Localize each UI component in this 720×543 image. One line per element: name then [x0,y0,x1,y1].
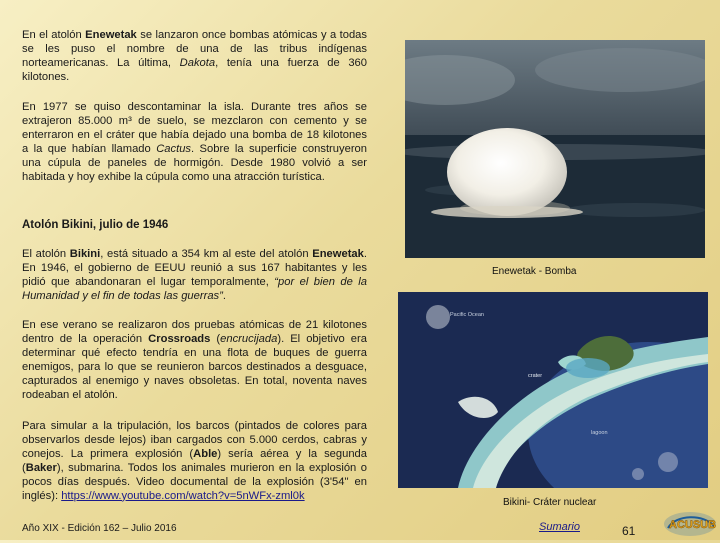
paragraph-bikini [22,248,367,304]
text: En el atolón [22,29,86,41]
text: se lanzaron once bombas atómicas y a todas se les puso el nombre de una de las tribus indígenas norteamericanas. La última, [22,29,367,69]
text: ) sería aérea y la segunda ( [22,447,367,474]
paragraph-crossroads [22,319,367,402]
text: ( [210,332,221,345]
section-heading: Atolón Bikini, julio de 1946 [22,219,169,231]
acusub-logo-icon [662,508,718,538]
text: En ese verano se realizaron dos pruebas atómicas de 21 kilotones dentro de la operación [22,319,367,345]
text-italic: Cactus [156,142,192,155]
text-bold: Able [193,447,218,460]
text: . En 1946, el gobierno de EEUU reunió a sus 167 habitantes y les pidió que abandonaran el lugar temporalmente, [22,248,367,288]
text: En 1977 se quiso descontaminar la isla. Durante tres años se extrajeron 85.000 m³ de suelo, se mezclaron con cemento y se enterraron en el cráter que había dejado una bomba de 18 kilotones a la que habían llamado [22,101,367,155]
map-label-ocean: Pacific Ocean [450,312,484,318]
bomb-image [405,40,705,258]
text: , tenía una fuerza de 360 kilotones. [22,56,368,83]
acusub-logo [662,508,718,538]
text: Para simular a la tripulación, los barcos (pintados de colores para observarlos desde lejos) iban cargados con 5.000 cerdos, cabras y conejos. La primera explosión ( [22,420,367,460]
text-italic: encrucijada [220,332,278,345]
caption-photo2: Bikini- Cráter nuclear [503,497,597,508]
page-number: 61 [622,524,636,538]
text-bold: Bikini [69,248,101,260]
text: , está situado a 354 km al este del atolón [100,248,313,260]
paragraph-enewetak [22,29,367,85]
text-italic: Dakota [179,56,216,69]
caption-photo1: Enewetak - Bomba [492,266,577,277]
logo-text: ACUSUB [669,519,717,531]
sumario-link[interactable]: Sumario [539,521,580,533]
video-link[interactable]: https://www.youtube.com/watch?v=5nWFx-zml0k [61,489,305,502]
text-italic: “por el bien de la Humanidad y el fin de todas las guerras” [22,275,367,302]
map-label-crater: crater [528,373,543,379]
text: . [222,289,226,302]
map-label-lagoon: lagoon [591,430,608,436]
text: . Sobre la superficie construyeron una cúpula de paneles de hormigón. Desde 1980 volvió a ser habitada y hoy exhibe la cúpula como una atracción turística. [22,142,367,183]
photo-bikini-crater [398,292,708,488]
text: ). El objetivo era determinar qué efecto tendría en una flota de buques de guerra enemigos, para lo que se reunieron barcos destinados a desguace, capturados al enemigo y naves obsoletas. En total, noventa naves rodeaban el atolón. [22,332,367,401]
text: El atolón [22,248,70,260]
paragraph-decontamination [22,101,367,184]
photo-enewetak-bomb [405,40,705,258]
text-bold: Crossroads [148,332,211,345]
text: ), submarina. Todos los animales murieron en la explosión o pocos días después. Video documental de la explosión (3'54'' en inglés): [22,461,367,502]
text-bold: Baker [25,461,57,474]
text-bold: Enewetak [312,248,364,260]
footer-edition: Año XIX - Edición 162 – Julio 2016 [22,523,177,534]
paragraph-crew-simulation [22,420,367,503]
atoll-image [398,292,708,488]
text-bold: Enewetak [85,29,137,41]
